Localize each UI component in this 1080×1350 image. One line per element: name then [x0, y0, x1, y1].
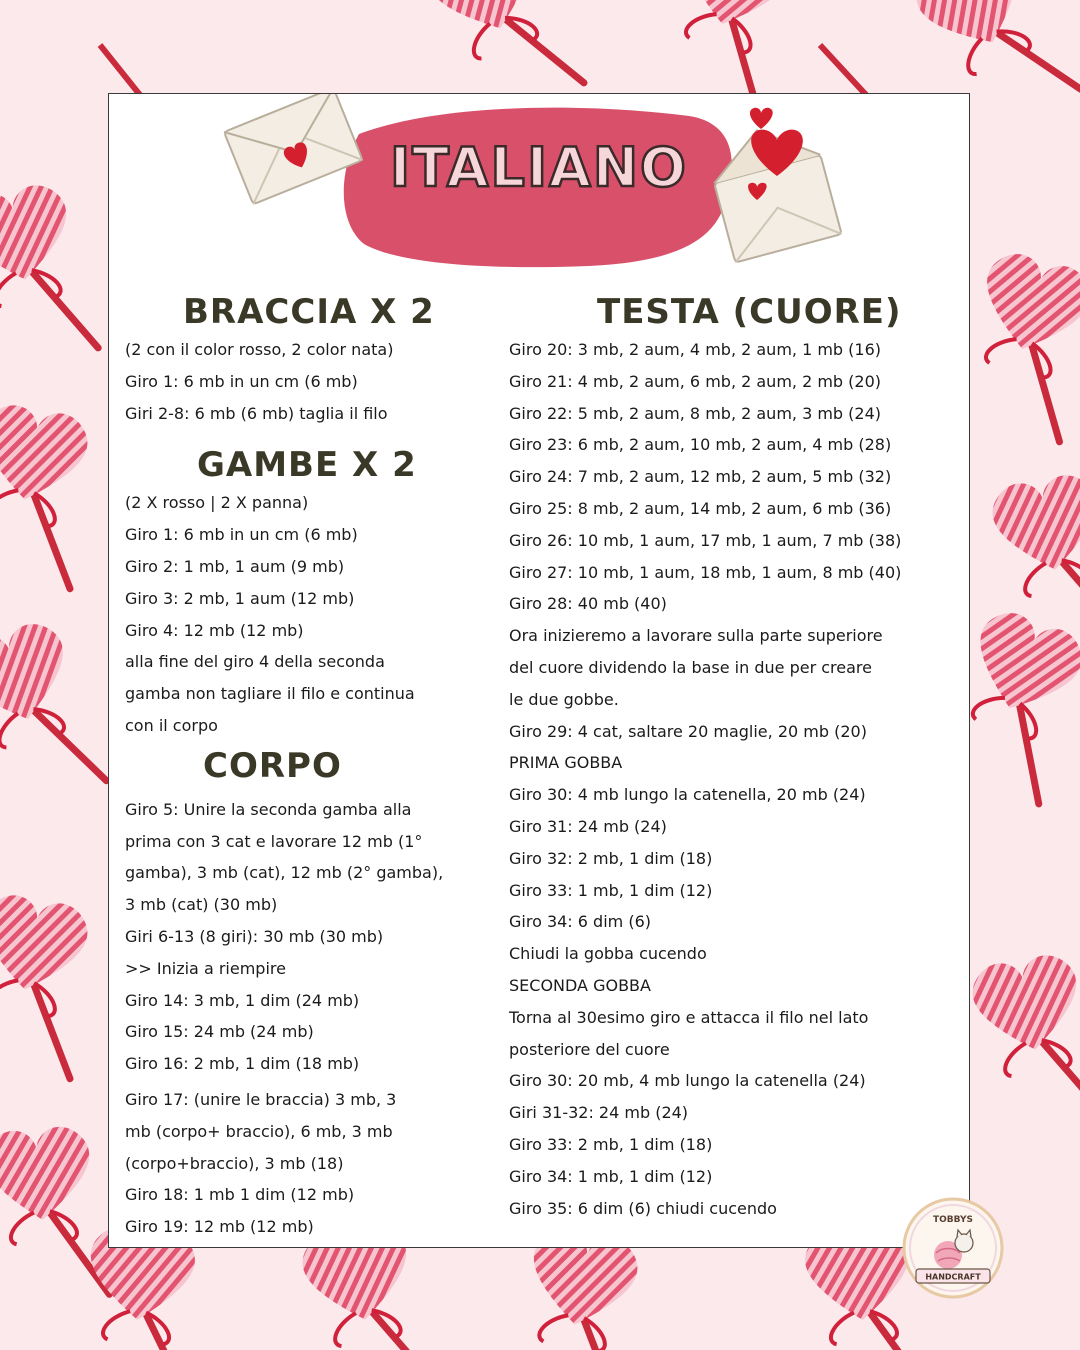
testa-heading: TESTA (CUORE) [597, 292, 902, 332]
instruction-line: Giro 34: 6 dim (6) [509, 912, 651, 932]
instruction-line: Giro 14: 3 mb, 1 dim (24 mb) [125, 990, 360, 1010]
instruction-line: (2 X rosso | 2 X panna) [125, 493, 309, 513]
instruction-line: Ora inizieremo a lavorare sulla parte superiore [509, 626, 883, 646]
instruction-line: Giro 28: 40 mb (40) [509, 594, 667, 614]
heart-lollipop-icon [0, 179, 98, 367]
instruction-line: Chiudi la gobba cucendo [509, 944, 707, 964]
logo-top-text: TOBBYS [932, 1215, 974, 1225]
instruction-line: prima con 3 cat e lavorare 12 mb (1° [125, 831, 423, 851]
instruction-line: Giro 16: 2 mb, 1 dim (18 mb) [125, 1054, 360, 1074]
instruction-line: Giro 18: 1 mb 1 dim (12 mb) [125, 1185, 355, 1205]
instruction-line: alla fine del giro 4 della seconda [125, 652, 385, 672]
testa-instructions [509, 334, 969, 1224]
instruction-line: Giro 25: 8 mb, 2 aum, 14 mb, 2 aum, 6 mb (36) [509, 498, 892, 518]
instruction-line: mb (corpo+ braccio), 6 mb, 3 mb [125, 1121, 393, 1141]
instruction-line: gamba), 3 mb (cat), 12 mb (2° gamba), [125, 863, 444, 883]
instruction-line: Giro 21: 4 mb, 2 aum, 6 mb, 2 aum, 2 mb (20) [509, 371, 882, 391]
instruction-line: Giro 26: 10 mb, 1 aum, 17 mb, 1 aum, 7 mb (38) [509, 530, 902, 550]
recipe-card [108, 93, 970, 1248]
instruction-line: Giro 2: 1 mb, 1 aum (9 mb) [125, 556, 345, 576]
gambe-heading: GAMBE X 2 [197, 445, 417, 486]
instruction-line: >> Inizia a riempire [125, 958, 286, 978]
instruction-line: Giro 31: 24 mb (24) [509, 816, 667, 836]
heart-icon [750, 108, 773, 129]
heart-lollipop-icon [0, 615, 106, 809]
instruction-line: Torna al 30esimo giro e attacca il filo nel lato [509, 1007, 869, 1027]
instruction-line: con il corpo [125, 715, 218, 735]
left-column [125, 290, 485, 1243]
instruction-line: Giro 32: 2 mb, 1 dim (18) [509, 848, 713, 868]
instruction-line: Giro 30: 4 mb lungo la catenella, 20 mb (24) [509, 785, 866, 805]
instruction-line: Giro 29: 4 cat, saltare 20 maglie, 20 mb (20) [509, 721, 867, 741]
corpo-heading: CORPO [203, 745, 342, 786]
instruction-line: Giro 19: 12 mb (12 mb) [125, 1217, 314, 1237]
braccia-heading: BRACCIA X 2 [183, 292, 435, 332]
heart-lollipop-icon [0, 401, 100, 589]
instruction-line: Giro 3: 2 mb, 1 aum (12 mb) [125, 588, 355, 608]
instruction-line: Giro 5: Unire la seconda gamba alla [125, 799, 412, 819]
section-label: SECONDA GOBBA [509, 975, 651, 995]
instruction-line: Giro 15: 24 mb (24 mb) [125, 1022, 314, 1042]
heart-lollipop-icon [968, 949, 1080, 1137]
instruction-line: Giri 31-32: 24 mb (24) [509, 1103, 689, 1123]
gambe-instructions [125, 487, 485, 741]
heart-lollipop-icon [0, 891, 100, 1079]
instruction-line: Giro 1: 6 mb in un cm (6 mb) [125, 525, 358, 545]
right-column [509, 290, 969, 1224]
instruction-line: Giro 1: 6 mb in un cm (6 mb) [125, 371, 358, 391]
instruction-line: Giro 4: 12 mb (12 mb) [125, 620, 304, 640]
instruction-line: Giro 35: 6 dim (6) chiudi cucendo [509, 1198, 777, 1218]
instruction-line: (corpo+braccio), 3 mb (18) [125, 1153, 344, 1173]
instruction-line: Giro 23: 6 mb, 2 aum, 10 mb, 2 aum, 4 mb (28) [509, 435, 892, 455]
instruction-line: del cuore dividendo la base in due per creare [509, 657, 872, 677]
instruction-line: Giro 33: 2 mb, 1 dim (18) [509, 1134, 713, 1154]
braccia-instructions [125, 334, 485, 429]
cat-yarn-logo-icon [902, 1197, 1004, 1299]
instruction-line: Giro 30: 20 mb, 4 mb lungo la catenella (24) [509, 1071, 866, 1091]
instruction-line: Giri 6-13 (8 giri): 30 mb (30 mb) [125, 926, 384, 946]
instruction-line: (2 con il color rosso, 2 color nata) [125, 340, 394, 359]
instruction-line: Giri 2-8: 6 mb (6 mb) taglia il filo [125, 403, 388, 423]
instruction-line: 3 mb (cat) (30 mb) [125, 895, 278, 915]
instruction-line: Giro 22: 5 mb, 2 aum, 8 mb, 2 aum, 3 mb (24) [509, 403, 882, 423]
instruction-line: Giro 27: 10 mb, 1 aum, 18 mb, 1 aum, 8 mb (40) [509, 562, 902, 582]
logo-banner-text: HANDCRAFT [925, 1272, 981, 1282]
instruction-line: le due gobbe. [509, 689, 619, 709]
instruction-line: Giro 33: 1 mb, 1 dim (12) [509, 880, 713, 900]
envelope-heart-icon [224, 94, 363, 204]
heart-lollipop-icon [0, 1124, 109, 1304]
page-title: ITALIANO [390, 136, 688, 199]
corpo-instructions [125, 794, 485, 1243]
instruction-line: Giro 20: 3 mb, 2 aum, 4 mb, 2 aum, 1 mb (16) [509, 340, 882, 359]
instruction-line: gamba non tagliare il filo e continua [125, 684, 415, 704]
instruction-line: Giro 34: 1 mb, 1 dim (12) [509, 1166, 713, 1186]
section-label: PRIMA GOBBA [509, 753, 623, 773]
instruction-line: Giro 24: 7 mb, 2 aum, 12 mb, 2 aum, 5 mb (32) [509, 467, 892, 487]
instruction-line: Giro 17: (unire le braccia) 3 mb, 3 [125, 1089, 397, 1109]
instruction-line: posteriore del cuore [509, 1039, 670, 1059]
